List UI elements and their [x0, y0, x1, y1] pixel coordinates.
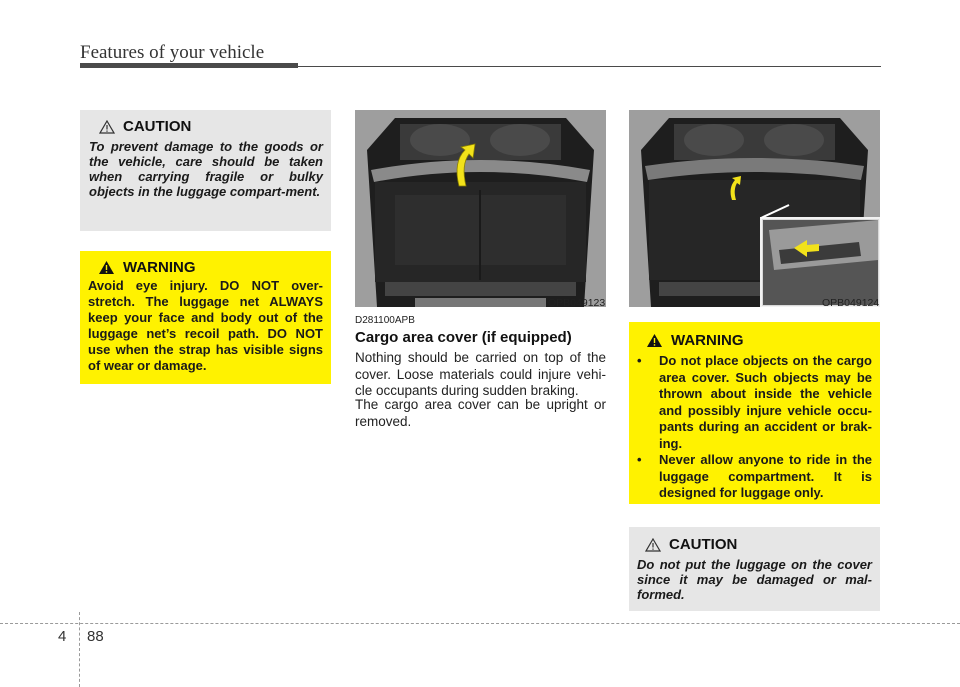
body-paragraph-2: The cargo area cover can be upright or removed.	[355, 397, 606, 429]
cargo-cover-photo-removed	[629, 110, 880, 307]
caution-triangle-icon	[99, 120, 115, 134]
warning-title-label: WARNING	[123, 259, 196, 276]
caution-title-bottom	[645, 536, 872, 553]
caution-title-bottom-label: CAUTION	[669, 536, 738, 553]
caution-title	[99, 118, 323, 135]
warning-title-right	[646, 332, 872, 349]
section-heading: Cargo area cover (if equipped)	[355, 329, 572, 346]
photo-code-1: OPB049123	[548, 297, 606, 309]
caution-box-bottom	[629, 527, 880, 611]
cargo-area-detail-illustration	[629, 110, 880, 307]
section-code: D281100APB	[355, 315, 415, 326]
photo-code-2: OPB049124	[822, 297, 880, 309]
caution-title-label: CAUTION	[123, 118, 192, 135]
warning-item-1: • Do not place objects on the cargo area cover. Such objects may be thrown about inside the vehicle and possibly injure vehicle occu-pants during an accident or brak-ing.	[635, 353, 872, 452]
warning-title-right-label: WARNING	[671, 332, 744, 349]
page-header-title: Features of your vehicle	[80, 42, 265, 63]
body-paragraph-1: Nothing should be carried on top of the cover. Loose materials could injure vehi-cle occupants during sudden braking.	[355, 350, 606, 398]
warning-item-2: • Never allow anyone to ride in the luggage compartment. It is designed for luggage only.	[635, 452, 872, 502]
warning-text: Avoid eye injury. DO NOT over-stretch. The luggage net ALWAYS keep your face and body out of the luggage net’s recoil path. DO NOT use when the strap has visible signs of wear or damage.	[88, 278, 323, 373]
chapter-number: 4	[58, 628, 67, 645]
warning-box-left	[80, 251, 331, 384]
warning-triangle-icon	[98, 260, 115, 275]
caution-text: To prevent damage to the goods or the vehicle, care should be taken when carrying fragile or bulky objects in the luggage compart-ment.	[89, 139, 323, 199]
caution-triangle-icon	[645, 538, 661, 552]
warning-box-right	[629, 322, 880, 504]
caution-box-top	[80, 110, 331, 231]
footer-dashed-line	[0, 623, 960, 624]
warning-triangle-icon	[646, 333, 663, 348]
page-number: 88	[87, 628, 104, 645]
warning-title	[98, 259, 323, 276]
cargo-cover-photo-upright	[355, 110, 606, 307]
header-rule-thick	[80, 63, 298, 68]
footer-dashed-divider	[79, 612, 80, 687]
cargo-area-illustration	[355, 110, 606, 307]
caution-text-bottom: Do not put the luggage on the cover since it may be damaged or mal-formed.	[637, 557, 872, 602]
warning-list	[635, 353, 872, 502]
header-rule-thin	[298, 66, 881, 67]
